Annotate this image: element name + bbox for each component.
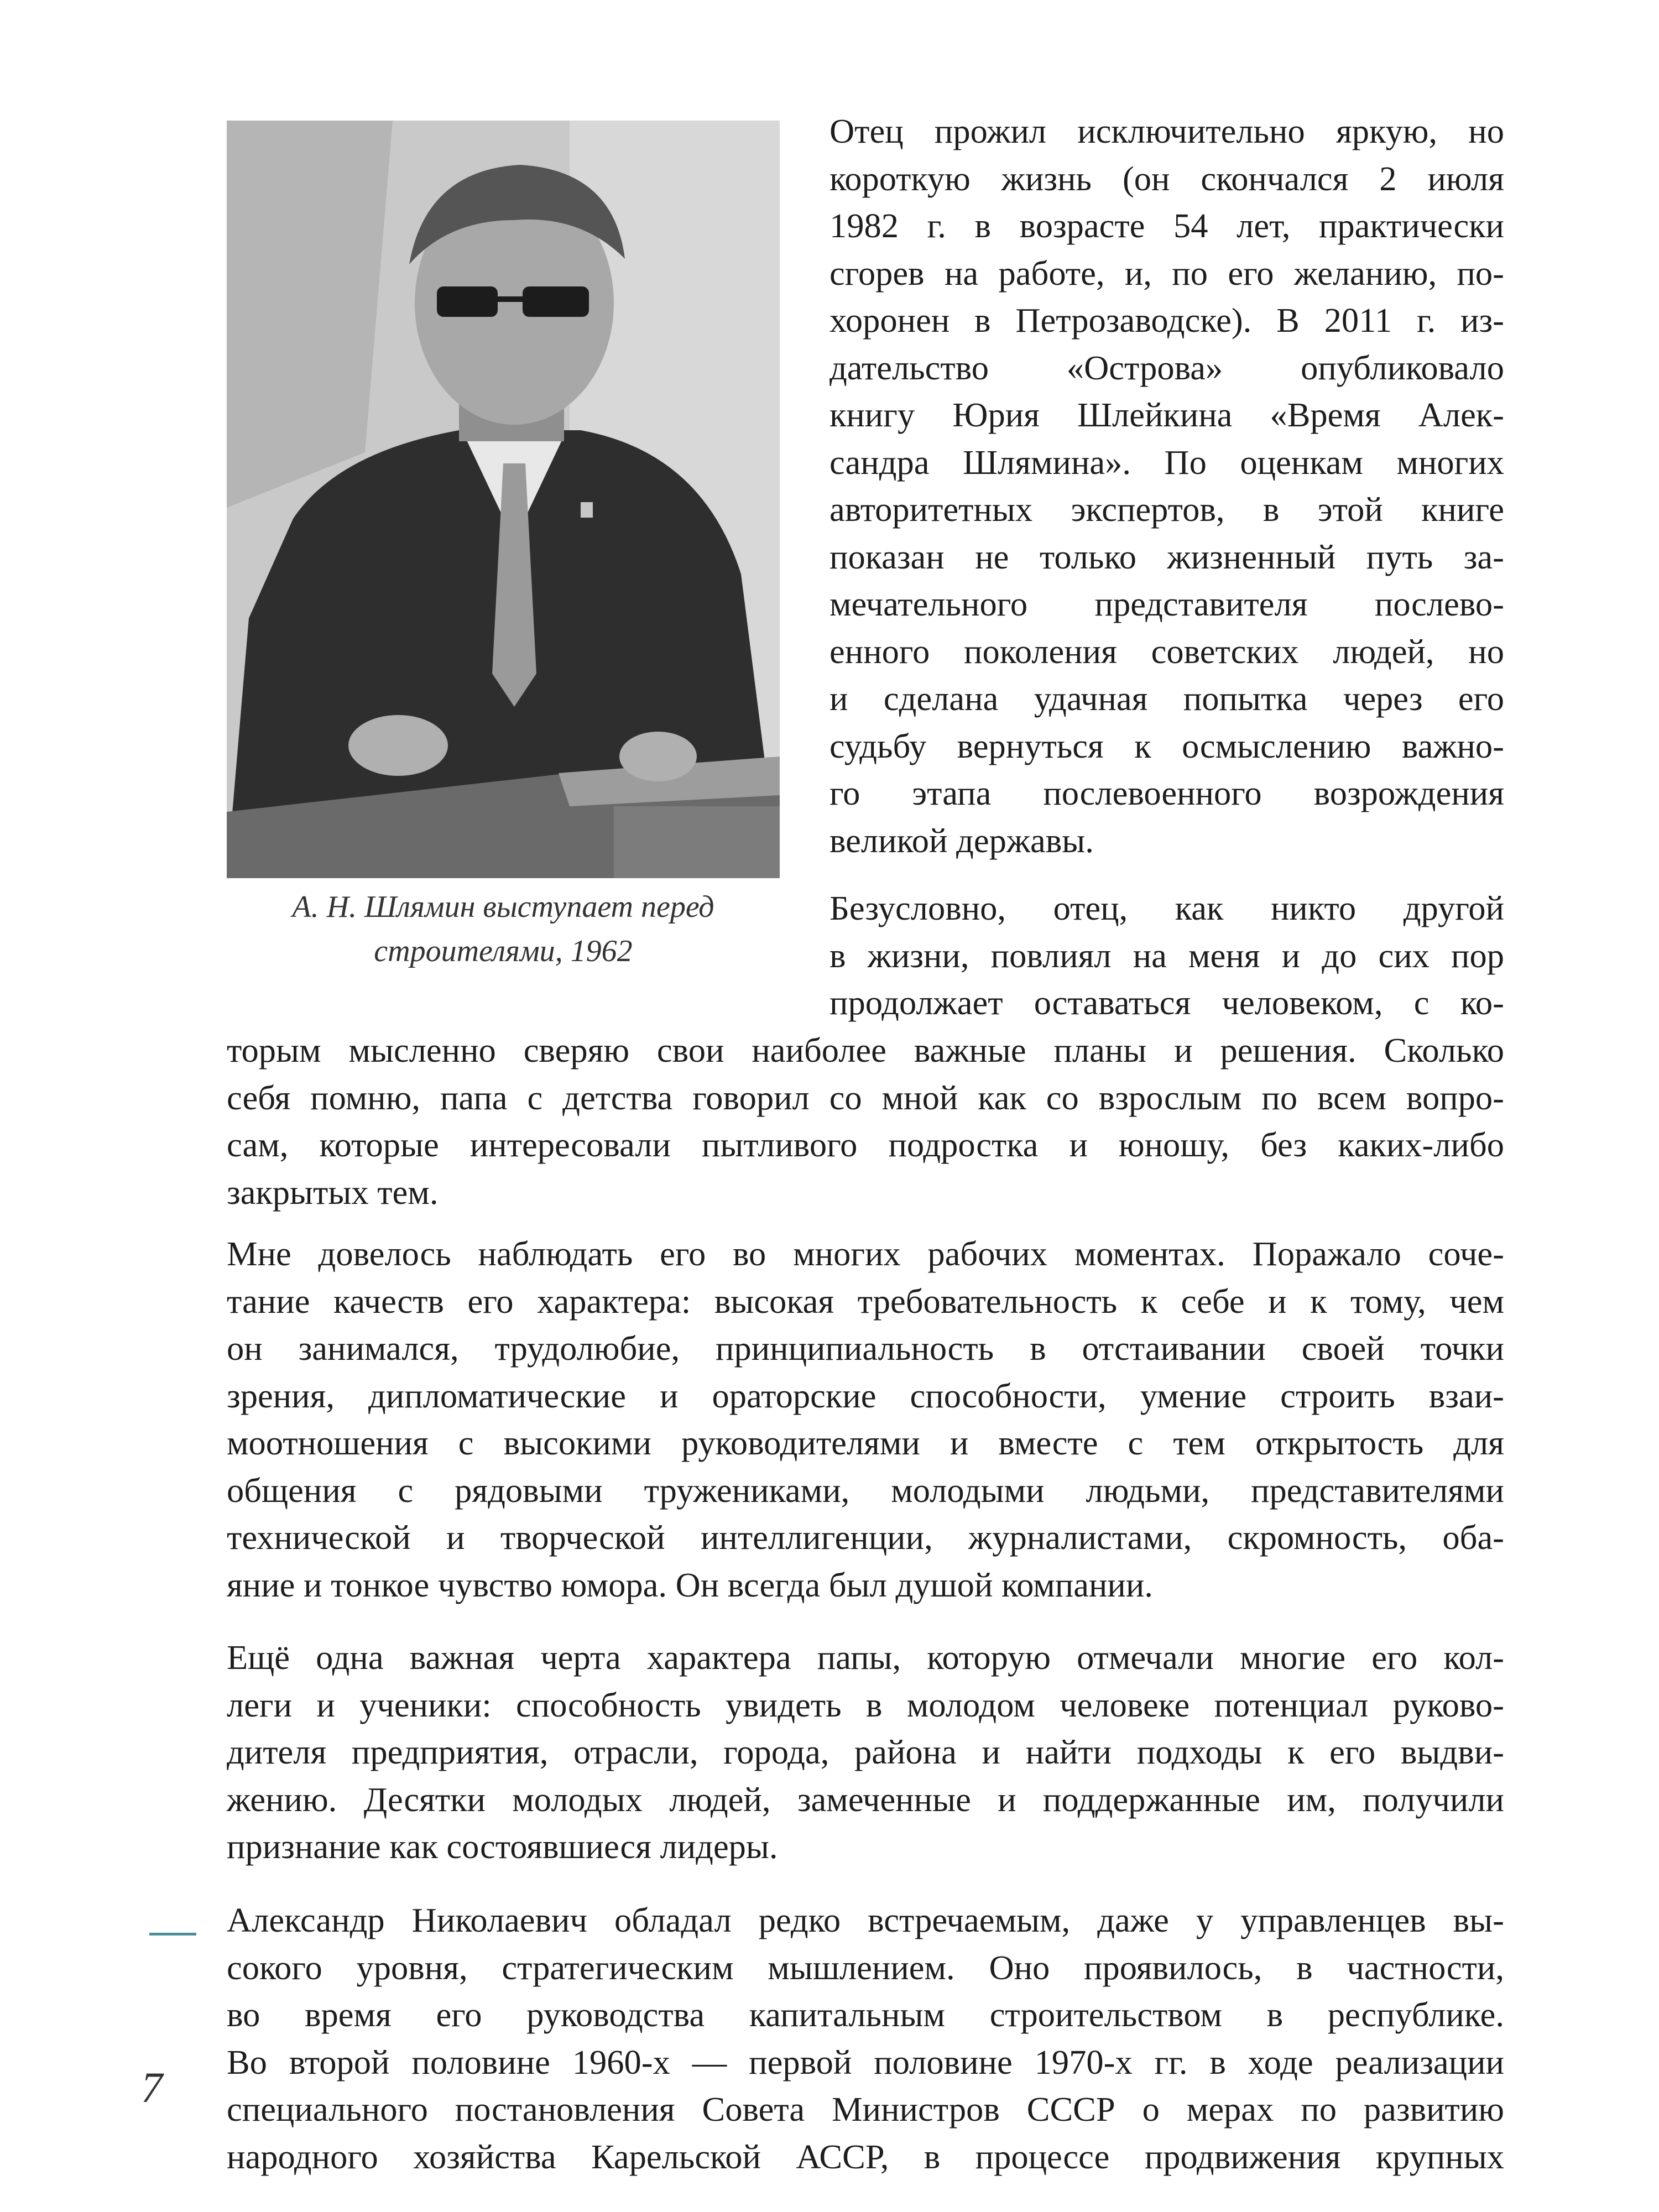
text-line: Во второй половине 1960-х — первой половине 1970-х гг. в ходе реализации — [227, 2042, 1504, 2081]
text-line: короткую жизнь (он скончался 2 июля — [830, 159, 1504, 198]
text-line: великой державы. — [830, 821, 1094, 860]
page-number: 7 — [141, 2063, 163, 2111]
paragraph-2-continued — [227, 1027, 1504, 1216]
text-line: зрения, дипломатические и ораторские способности, умение строить взаи- — [227, 1376, 1504, 1415]
text-line: Безусловно, отец, как никто другой — [830, 889, 1504, 927]
text-line: в жизни, повлиял на меня и до сих пор — [830, 936, 1504, 975]
text-line: дителя предприятия, отрасли, города, района и найти подходы к его выдви- — [227, 1733, 1504, 1771]
text-line: сгорев на работе, и, по его желанию, по- — [830, 253, 1504, 293]
text-line: яние и тонкое чувство юмора. Он всегда был душой компании. — [227, 1565, 1153, 1604]
text-line: Отец прожил исключительно яркую, но — [830, 112, 1504, 150]
paragraph-4 — [227, 1634, 1504, 1871]
paragraph-2-start — [830, 885, 1504, 1027]
text-line: мечательного представителя послево- — [830, 585, 1504, 623]
paragraph-5 — [227, 1897, 1504, 2180]
text-line: го этапа послевоенного возрождения — [830, 774, 1504, 812]
speaker-photo — [227, 121, 780, 878]
text-line: показан не только жизненный путь за- — [830, 537, 1504, 576]
text-line: жению. Десятки молодых людей, замеченные и поддержанные им, получили — [227, 1780, 1504, 1819]
text-line: леги и ученики: способность увидеть в молодом человеке потенциал руково- — [227, 1685, 1504, 1724]
caption-line: А. Н. Шлямин выступает перед — [292, 890, 714, 924]
photo-caption — [205, 885, 802, 973]
text-line: продолжает оставаться человеком, с ко- — [830, 983, 1504, 1022]
text-line: 1982 г. в возрасте 54 лет, практически — [830, 206, 1504, 245]
text-line: общения с рядовыми тружениками, молодыми людьми, представителями — [227, 1470, 1504, 1510]
text-line: закрытых тем. — [227, 1172, 439, 1212]
text-line: сокого уровня, стратегическим мышлением. Оно проявилось, в частности, — [227, 1948, 1504, 1987]
text-line: себя помню, папа с детства говорил со мной как со взрослым по всем вопро- — [227, 1078, 1504, 1117]
text-line: и сделана удачная попытка через его — [830, 679, 1504, 718]
margin-marker — [149, 1933, 196, 1936]
text-line: специального постановления Совета Министров СССР о мерах по развитию — [227, 2090, 1504, 2128]
text-line: енного поколения советских людей, но — [830, 632, 1504, 671]
text-line: судьбу вернуться к осмыслению важно- — [830, 726, 1504, 765]
caption-line: строителями, 1962 — [374, 934, 633, 968]
text-line: тание качеств его характера: высокая требовательность к себе и к тому, чем — [227, 1281, 1504, 1321]
text-line: дательство «Острова» опубликовало — [830, 348, 1504, 387]
text-line: технической и творческой интеллигенции, журналистами, скромность, оба- — [227, 1518, 1504, 1557]
paragraph-1 — [830, 108, 1504, 864]
text-line: во время его руководства капитальным строительством в республике. — [227, 1995, 1504, 2034]
text-line: Ещё одна важная черта характера папы, которую отмечали многие его кол- — [227, 1638, 1504, 1677]
text-line: народного хозяйства Карельской АССР, в процессе продвижения крупных — [227, 2137, 1504, 2176]
text-line: Мне довелось наблюдать его во многих рабочих моментах. Поражало соче- — [227, 1234, 1504, 1273]
text-line: признание как состоявшиеся лидеры. — [227, 1827, 778, 1866]
text-line: хоронен в Петрозаводске). В 2011 г. из- — [830, 301, 1504, 340]
text-line: торым мысленно сверяю свои наиболее важные планы и решения. Сколько — [227, 1031, 1504, 1070]
text-line: сам, которые интересовали пытливого подростка и юношу, без каких-либо — [227, 1125, 1504, 1164]
text-line: книгу Юрия Шлейкина «Время Алек- — [830, 395, 1504, 434]
text-line: авторитетных экспертов, в этой книге — [830, 490, 1504, 529]
text-line: он занимался, трудолюбие, принципиальность в отстаивании своей точки — [227, 1329, 1504, 1368]
text-line: моотношения с высокими руководителями и вместе с тем открытость для — [227, 1423, 1504, 1462]
paragraph-3 — [227, 1230, 1504, 1609]
text-line: Александр Николаевич обладал редко встречаемым, даже у управленцев вы- — [227, 1901, 1504, 1939]
text-line: сандра Шлямина». По оценкам многих — [830, 442, 1504, 482]
